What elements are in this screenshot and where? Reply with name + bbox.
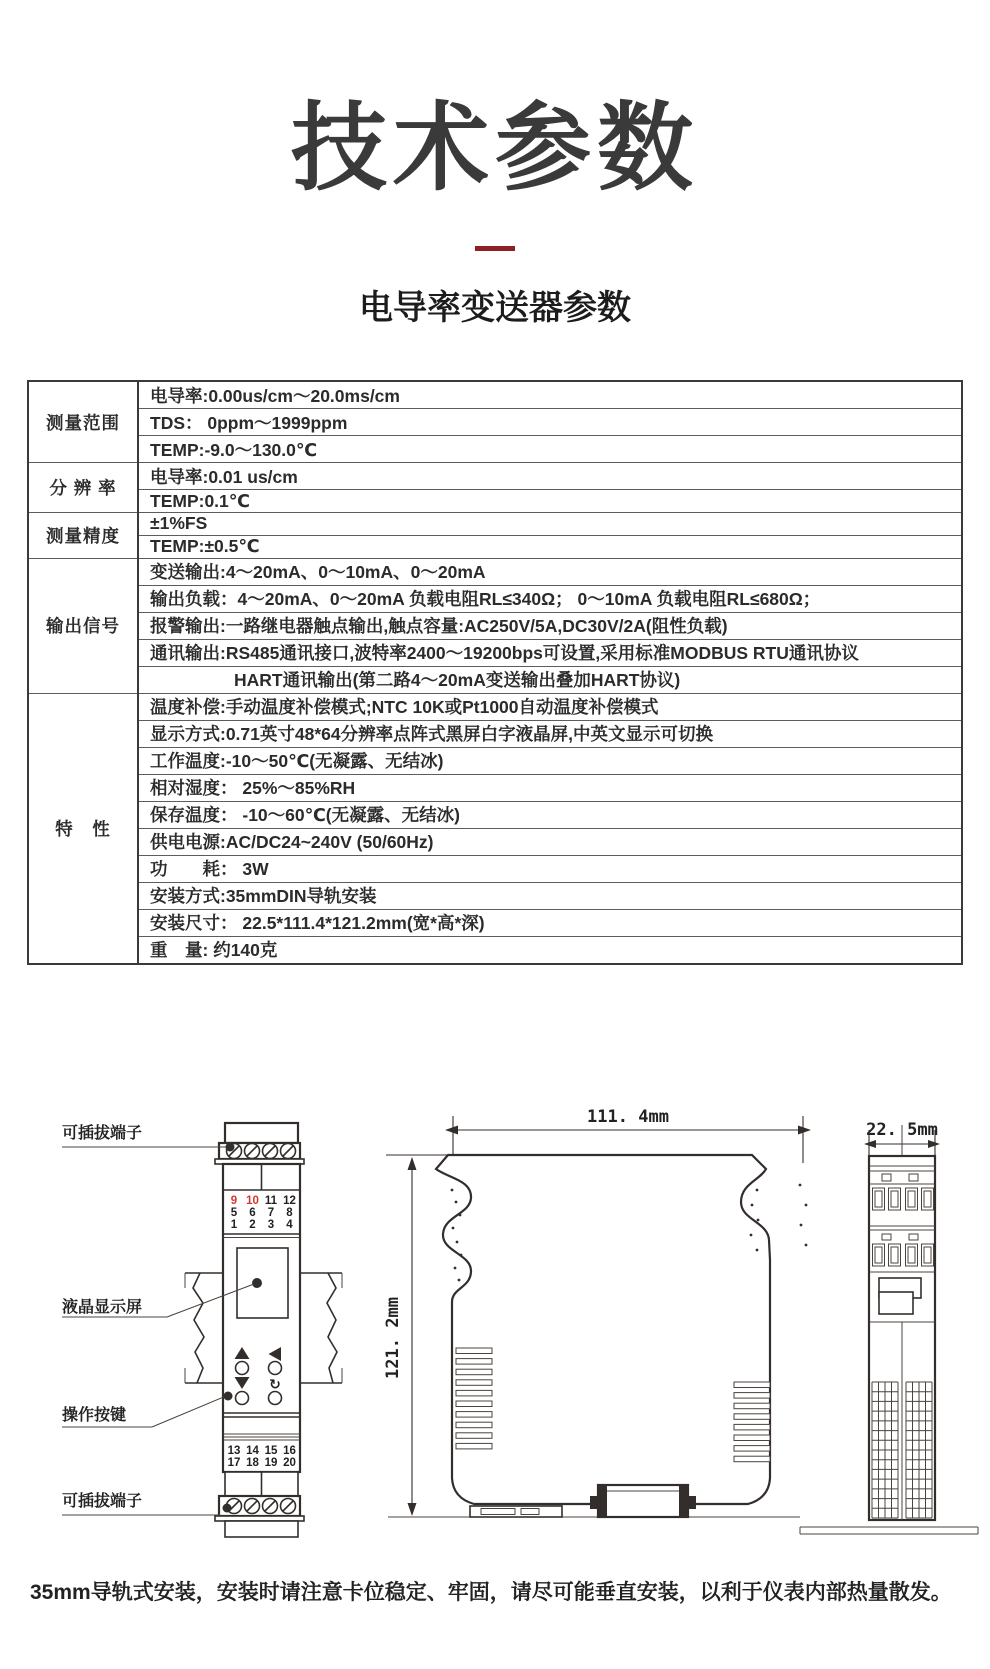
rotate-icon: ↻ <box>269 1376 281 1392</box>
depth-dimension-label: 22. 5mm <box>866 1120 938 1140</box>
spec-value: TEMP:±0.5℃ <box>138 535 962 558</box>
height-dimension-label: 121. 2mm <box>383 1297 403 1379</box>
spec-table <box>27 380 963 965</box>
down-button <box>236 1392 249 1405</box>
vent-slot <box>734 1456 770 1462</box>
terminal-number: 6 <box>249 1207 256 1219</box>
technical-drawings <box>0 1030 990 1570</box>
spec-section-label: 特 性 <box>28 693 138 964</box>
spec-row <box>28 463 962 490</box>
vent-slot <box>456 1369 492 1375</box>
spec-row <box>28 936 962 964</box>
vent-slot <box>456 1359 492 1365</box>
terminal-number: 1 <box>230 1219 238 1231</box>
spec-row <box>28 490 962 513</box>
spec-value: TDS： 0ppm～1999ppm <box>138 409 962 436</box>
spec-row <box>28 666 962 693</box>
dim-arrow-left <box>864 1140 876 1148</box>
bottom-cap <box>225 1521 298 1537</box>
vent-slot <box>734 1435 770 1441</box>
spec-row <box>28 585 962 612</box>
spec-row <box>28 512 962 535</box>
terminal-number: 2 <box>249 1219 256 1231</box>
terminal-number: 20 <box>283 1457 296 1469</box>
accent-dash <box>475 246 515 251</box>
label-bottom-terminal: 可插拔端子 <box>62 1493 143 1510</box>
vent-slot <box>456 1433 492 1439</box>
bottom-terminal-callout-dot <box>223 1504 232 1513</box>
spec-row <box>28 381 962 409</box>
width-dimension-label: 111. 4mm <box>587 1107 669 1127</box>
top-view-drawing <box>800 1120 978 1534</box>
vent-slot <box>456 1412 492 1418</box>
vent-slot <box>456 1422 492 1428</box>
terminal-number: 16 <box>283 1445 296 1457</box>
terminal-number: 13 <box>227 1445 241 1457</box>
spec-value: 电导率:0.01 us/cm <box>138 463 962 490</box>
spec-value: 报警输出:一路继电器触点输出,触点容量:AC250V/5A,DC30V/2A(阻性负载) <box>138 612 962 639</box>
spec-value: 输出负载：4～20mA、0～20mA 负载电阻RL≤340Ω； 0～10mA 负载电阻RL≤680Ω； <box>138 585 962 612</box>
terminal-number: 18 <box>246 1457 259 1469</box>
vent-slot <box>734 1446 770 1452</box>
vent-slot <box>456 1348 492 1354</box>
rail-latch-slide <box>879 1292 913 1314</box>
spec-row <box>28 801 962 828</box>
vent-slot <box>734 1424 770 1430</box>
terminal-number: 19 <box>264 1457 278 1469</box>
page-subtitle: 电导率变送器参数 <box>359 289 631 327</box>
din-rail-right <box>300 1273 342 1383</box>
dim-arrow-right <box>798 1126 811 1135</box>
vent-slot <box>734 1403 770 1409</box>
buttons-callout-dot <box>224 1392 233 1401</box>
spec-value: 安装尺寸： 22.5*111.4*121.2mm(宽*高*深) <box>138 909 962 936</box>
spec-row <box>28 558 962 585</box>
terminal-number: 12 <box>283 1195 296 1207</box>
page-title: 技术参数 <box>291 95 699 202</box>
spec-row <box>28 855 962 882</box>
spec-value: TEMP:-9.0～130.0℃ <box>138 436 962 463</box>
terminal-number: 11 <box>264 1195 278 1207</box>
spec-row <box>28 436 962 463</box>
spec-value: HART通讯输出(第二路4～20mA变送输出叠加HART协议) <box>138 666 962 693</box>
spec-table-wrap <box>27 380 963 965</box>
spec-row <box>28 612 962 639</box>
vent-slot <box>734 1414 770 1420</box>
terminal-number: 10 <box>246 1195 259 1207</box>
footer-note: 35mm导轨式安装，安装时请注意卡位稳定、牢固，请尽可能垂直安装，以利于仪表内部热量散发。 <box>30 1581 952 1604</box>
spec-row <box>28 747 962 774</box>
terminal-number: 5 <box>230 1207 238 1219</box>
vent-slot <box>456 1390 492 1396</box>
spec-value: 变送输出:4～20mA、0～10mA、0～20mA <box>138 558 962 585</box>
spec-value: 工作温度:-10～50℃(无凝露、无结冰) <box>138 747 962 774</box>
dim-arrow-right <box>928 1140 940 1148</box>
spec-value: 通讯输出:RS485通讯接口,波特率2400～19200bps可设置,采用标准MODBUS RTU通讯协议 <box>138 639 962 666</box>
vent-slot <box>734 1382 770 1388</box>
spec-value: TEMP:0.1℃ <box>138 490 962 513</box>
terminal-number: 3 <box>267 1219 275 1231</box>
side-outline <box>436 1155 770 1504</box>
spec-value: 功 耗： 3W <box>138 855 962 882</box>
spec-section-label: 分 辨 率 <box>28 463 138 513</box>
spec-section-label: 输出信号 <box>28 558 138 693</box>
lcd-screen <box>237 1248 288 1318</box>
terminal-number: 8 <box>286 1207 293 1219</box>
dim-arrow-up <box>408 1157 417 1170</box>
spec-row <box>28 409 962 436</box>
din-rail-left <box>185 1273 223 1383</box>
terminal-number: 17 <box>227 1457 241 1469</box>
front-view-drawing <box>61 1123 342 1537</box>
up-button <box>236 1362 249 1375</box>
back-button <box>269 1362 282 1375</box>
terminal-number: 4 <box>286 1219 293 1231</box>
spec-row <box>28 693 962 720</box>
spec-row <box>28 639 962 666</box>
vent-slot <box>734 1393 770 1399</box>
spec-value: 重 量: 约140克 <box>138 936 962 964</box>
spec-value: 温度补偿:手动温度补偿模式;NTC 10K或Pt1000自动温度补偿模式 <box>138 693 962 720</box>
spec-value: 电导率:0.00us/cm～20.0ms/cm <box>138 381 962 409</box>
spec-row <box>28 774 962 801</box>
dim-arrow-left <box>445 1126 458 1135</box>
spec-row <box>28 909 962 936</box>
top-cap <box>225 1123 298 1143</box>
terminal-number: 15 <box>264 1445 278 1457</box>
side-view-drawing <box>383 1107 811 1517</box>
spec-value: 相对湿度： 25%～85%RH <box>138 774 962 801</box>
label-lcd: 液晶显示屏 <box>62 1299 143 1316</box>
dim-arrow-down <box>408 1503 417 1516</box>
power-connector <box>590 1485 696 1517</box>
spec-value: ±1%FS <box>138 512 962 535</box>
spec-value: 安装方式:35mmDIN导轨安装 <box>138 882 962 909</box>
terminal-number: 14 <box>246 1445 259 1457</box>
spec-row <box>28 828 962 855</box>
vent-slot <box>456 1443 492 1449</box>
spec-row <box>28 882 962 909</box>
label-top-terminal: 可插拔端子 <box>62 1125 143 1142</box>
top-terminal-callout-dot <box>226 1143 235 1152</box>
label-buttons: 操作按键 <box>62 1407 127 1424</box>
spec-value: 保存温度： -10～60℃(无凝露、无结冰) <box>138 801 962 828</box>
terminal-number: 9 <box>230 1195 238 1207</box>
terminal-number: 7 <box>267 1207 275 1219</box>
spec-table-body <box>28 381 962 964</box>
vent-slot <box>456 1380 492 1386</box>
enter-button <box>269 1392 282 1405</box>
spec-row <box>28 535 962 558</box>
spec-value: 供电电源:AC/DC24~240V (50/60Hz) <box>138 828 962 855</box>
spec-row <box>28 720 962 747</box>
vent-slot <box>456 1401 492 1407</box>
spec-section-label: 测量范围 <box>28 381 138 463</box>
spec-value: 显示方式:0.71英寸48*64分辨率点阵式黑屏白字液晶屏,中英文显示可切换 <box>138 720 962 747</box>
spec-section-label: 测量精度 <box>28 512 138 558</box>
lcd-callout-dot <box>252 1278 262 1288</box>
